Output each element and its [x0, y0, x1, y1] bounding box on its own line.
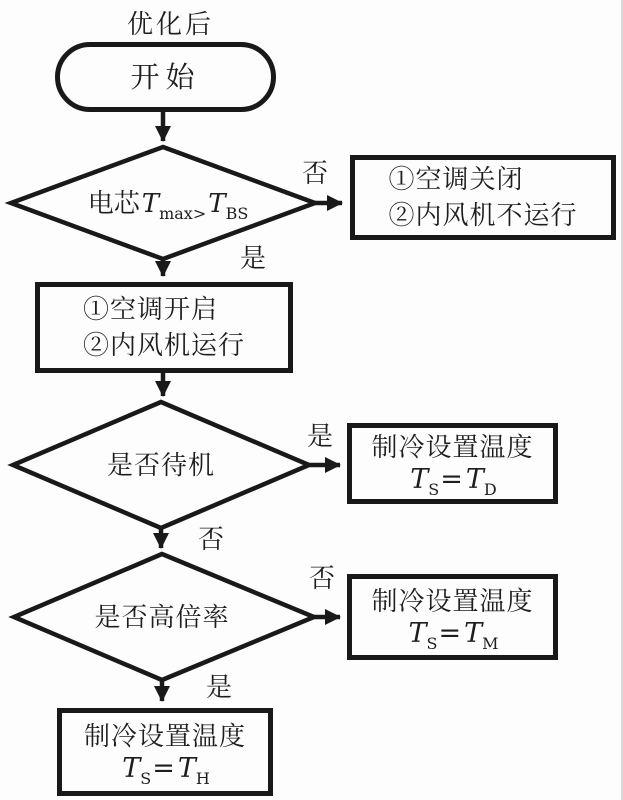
box-ac-off-line1: ①空调关闭: [388, 164, 524, 195]
box-ac-on-line2: ②内风机运行: [82, 330, 245, 361]
box-set-td: [347, 423, 558, 504]
start-node: [55, 42, 276, 112]
edge-label-temp-no: 否: [302, 159, 329, 189]
box-set-th: [57, 708, 273, 796]
t-m-variable: T: [464, 617, 483, 649]
box-set-td-formula: [408, 464, 497, 499]
t-s-variable: T: [122, 752, 141, 784]
t-max-variable: T: [141, 189, 160, 219]
edge-label-high-rate-yes: 是: [206, 673, 233, 703]
box-ac-off: [350, 155, 616, 240]
box-set-th-title: 制冷设置温度: [83, 721, 246, 752]
edge-label-standby-no: 否: [198, 525, 225, 555]
box-set-tm-formula: [406, 617, 499, 653]
decision-cell-temp-prefix: 电芯: [87, 189, 140, 219]
t-s-variable: T: [408, 617, 427, 649]
t-h-variable: T: [177, 752, 196, 784]
t-s-subscript: S: [426, 633, 438, 653]
t-m-subscript: M: [482, 633, 499, 653]
edge-label-temp-yes: 是: [240, 244, 267, 274]
t-bs-variable: T: [208, 189, 226, 219]
decision-high-rate-label: 是否高倍率: [94, 603, 230, 633]
t-s-variable: T: [410, 464, 429, 495]
equals-sign: =: [152, 752, 175, 784]
box-set-td-title: 制冷设置温度: [371, 433, 534, 463]
t-s-subscript: S: [140, 768, 152, 788]
t-s-subscript: S: [428, 480, 440, 499]
t-bs-subscript: BS: [225, 204, 249, 223]
box-set-tm: [347, 574, 558, 660]
decision-standby-label: 是否待机: [106, 451, 215, 481]
t-d-variable: T: [465, 464, 484, 495]
t-max-subscript: max>: [159, 204, 207, 223]
equals-sign: =: [438, 617, 462, 649]
edge-label-standby-yes: 是: [307, 422, 334, 452]
box-ac-off-line2: ②内风机不运行: [388, 200, 578, 231]
equals-sign: =: [440, 464, 463, 495]
box-set-tm-title: 制冷设置温度: [371, 586, 534, 617]
page-title: 优化后: [127, 10, 215, 40]
t-d-subscript: D: [483, 480, 497, 499]
start-node-label: 开始: [130, 60, 201, 94]
box-ac-on: [35, 282, 293, 373]
box-set-th-formula: [120, 752, 210, 788]
decision-cell-temp-label: [87, 183, 249, 223]
t-h-subscript: H: [195, 768, 210, 788]
box-ac-on-line1: ①空调开启: [82, 294, 218, 325]
edge-label-high-rate-no: 否: [309, 564, 336, 594]
